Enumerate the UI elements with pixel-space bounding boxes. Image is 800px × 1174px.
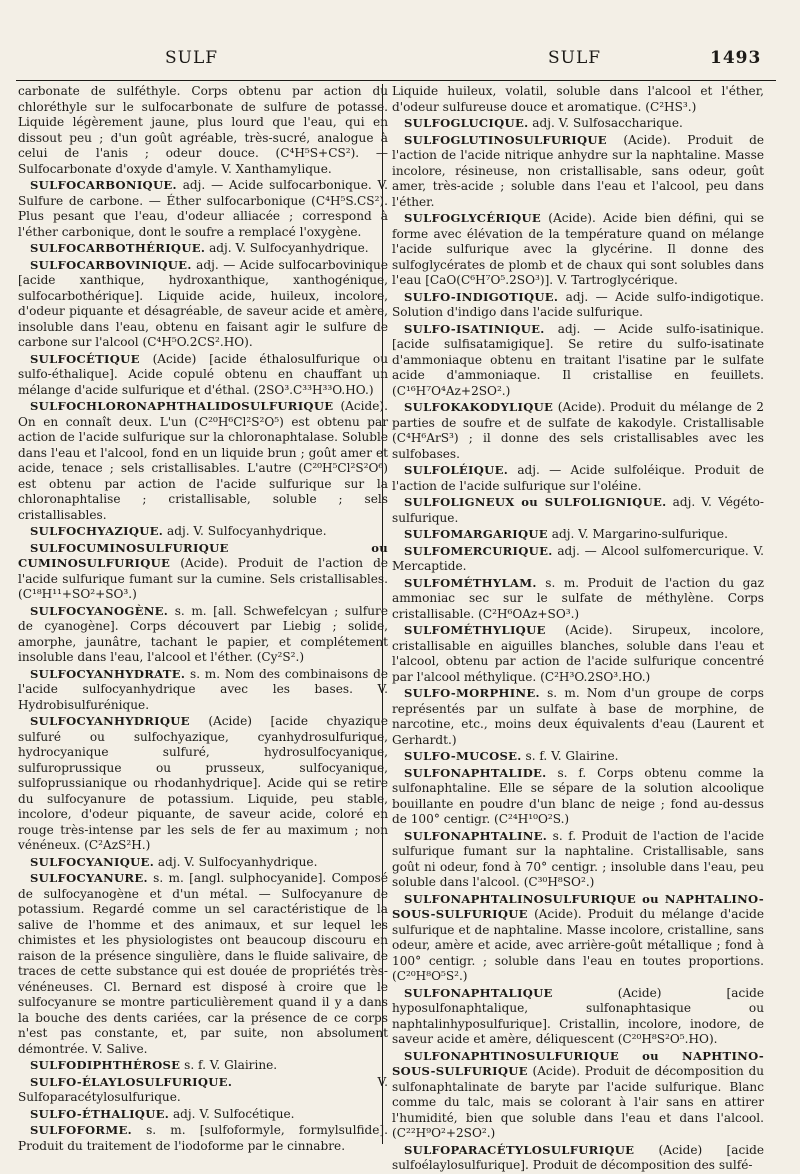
dictionary-entry xyxy=(392,400,764,462)
entry-headword: SULFO-ISATINIQUE. xyxy=(404,321,545,336)
entry-text: adj. — Acide sulfocarbonique. V. Sulfure de carbone. — Éther sulfocarbonique (C⁴H⁵S.CS²). Plus pesant que l'eau, d'odeur alliacée ; correspond à l'éther carbonique, dont le soufre a remplacé l'oxygène. xyxy=(18,178,388,239)
running-head-left: SULF xyxy=(165,48,219,68)
entry-text: adj. — Acide sulfo-isatinique. [acide sulfisatamigique]. Se retire du sulfo-isatinate d'ammoniaque obtenu en traitant l'isatine par le sulfate acide d'ammoniaque. Il cristallise en feuillets. (C¹⁶H⁷O⁴Az+2SO².) xyxy=(392,321,764,398)
entry-text: s. f. V. Glairine. xyxy=(525,749,619,763)
dictionary-entry xyxy=(18,871,388,1057)
entry-headword: SULFOCYANOGÈNE. xyxy=(30,603,169,618)
dictionary-entry xyxy=(18,84,388,177)
entry-text: adj. — Acide sulfoléique. Produit de l'action de l'acide sulfurique sur l'oléine. xyxy=(392,463,764,493)
dictionary-entry xyxy=(392,986,764,1048)
dictionary-entry xyxy=(18,1107,388,1123)
dictionary-entry xyxy=(392,749,764,765)
entry-headword: SULFOCÉTIQUE xyxy=(30,351,140,366)
entry-text: (Acide) [acide sulfoélaylosulfurique]. Produit de décomposition des sulfé- xyxy=(392,1142,764,1172)
entry-headword: SULFO-MORPHINE. xyxy=(404,686,540,700)
dictionary-entry xyxy=(18,1123,388,1154)
entry-text: s. m. [sulfoformyle, formylsulfide]. Produit du traitement de l'iodoforme par le cinnabre. xyxy=(18,1123,388,1153)
entry-text: Liquide huileux, volatil, soluble dans l'alcool et l'éther, d'odeur sulfureuse douce et aromatique. (C²HS³.) xyxy=(392,84,764,114)
entry-text: s. m. Nom d'un groupe de corps représentés par un sulfate à base de morphine, de narcotine, etc., moins deux équivalents d'eau (Laurent et Gerhardt.) xyxy=(392,686,764,747)
entry-text: s. f. Corps obtenu comme la sulfonaphtaline. Elle se sépare de la solution alcoolique bouillante en poudre d'un blanc de neige ; fond au-dessus de 100° centigr. (C²⁴H¹⁰O²S.) xyxy=(392,765,764,826)
dictionary-entry xyxy=(392,133,764,211)
dictionary-entry xyxy=(18,399,388,523)
entry-text: adj. — Acide sulfocarbovinique [acide xanthique, hydroxanthique, xanthogénique, sulfocarbothérique]. Liquide acide, huileux, incolore, d'odeur piquante et désagréable, de saveur acide et amère, insoluble dans l'eau, obtenu en faisant agir le sulfure de carbone sur l'alcool (C⁴H⁵O.2CS².HO). xyxy=(18,257,388,349)
dictionary-entry xyxy=(18,541,388,603)
entry-headword: SULFOCARBONIQUE. xyxy=(30,178,177,192)
entry-headword: SULFOPARACÉTYLOSULFURIQUE xyxy=(404,1142,635,1157)
dictionary-entry xyxy=(392,463,764,494)
entry-headword: SULFOCYANHYDRATE. xyxy=(30,666,186,681)
dictionary-entry xyxy=(18,524,388,540)
column-divider xyxy=(382,84,383,1144)
entry-text: (Acide) [acide éthalosulfurique ou sulfo-éthalique]. Acide copulé obtenu en chauffant un mélange d'acide sulfurique et d'éthal. (2SO³.C³³H³³O.HO.) xyxy=(18,351,388,397)
dictionary-entry xyxy=(392,527,764,543)
entry-text: adj. V. Margarino-sulfurique. xyxy=(551,527,728,541)
entry-headword: SULFOCYANIQUE. xyxy=(30,854,155,869)
dictionary-entry xyxy=(18,855,388,871)
entry-text: adj. V. Sulfosaccharique. xyxy=(532,116,683,130)
entry-headword: SULFOMÉTHYLIQUE xyxy=(404,623,546,637)
dictionary-entry xyxy=(18,352,388,399)
dictionary-entry xyxy=(392,1049,764,1142)
dictionary-entry xyxy=(392,892,764,985)
dictionary-entry xyxy=(18,241,388,257)
entry-text: s. m. Produit de l'action du gaz ammoniac sec sur le sulfate de méthylène. Corps cristallisable. (C²H⁶OAz+SO³.) xyxy=(392,575,764,621)
dictionary-entry xyxy=(392,766,764,828)
dictionary-entry xyxy=(392,623,764,685)
dictionary-entry xyxy=(392,576,764,623)
entry-text: s. f. V. Glairine. xyxy=(184,1058,278,1072)
entry-headword: SULFONAPHTALINOSULFURIQUE ou NAPHTALINO-SOUS-SULFURIQUE xyxy=(392,891,764,921)
entry-headword: SULFODIPHTHÉROSE xyxy=(30,1058,181,1072)
entry-headword: SULFOLIGNEUX ou SULFOLIGNIQUE. xyxy=(404,495,667,509)
dictionary-entry xyxy=(392,211,764,289)
entry-headword: SULFO-ÉTHALIQUE. xyxy=(30,1106,170,1121)
entry-headword: SULFONAPHTALINE. xyxy=(404,828,548,843)
entry-text: s. m. Nom des combinaisons de l'acide sulfocyanhydrique avec les bases. V. Hydrobisulfurénique. xyxy=(18,666,388,712)
entry-text: (Acide). Sirupeux, incolore, cristallisable en aiguilles blanches, soluble dans l'eau et l'alcool, obtenu par action de l'acide sulfurique concentré par l'alcool méthylique. (C²H³O.2SO³.HO.) xyxy=(392,623,764,684)
entry-headword: SULFOMARGARIQUE xyxy=(404,527,548,541)
running-head-right: SULF xyxy=(548,48,602,68)
page-number: 1493 xyxy=(710,48,762,68)
dictionary-entry xyxy=(18,667,388,714)
entry-text: s. f. Produit de l'action de l'acide sulfurique fumant sur la naphtaline. Cristallisable, sans goût ni odeur, fond à 70° centigr. ; insoluble dans l'eau, peu soluble dans l'alcool. (C³⁰H⁸SO².) xyxy=(392,828,764,889)
dictionary-entry xyxy=(18,604,388,666)
entry-text: (Acide). Produit de décomposition du sulfonaphtalinate de baryte par l'acide sulfurique. Blanc comme du talc, mais se colorant à l'air sans en attirer l'humidité, bien que soluble dans l'eau et dans l'alcool. (C²²H⁹O²+2SO².) xyxy=(392,1064,764,1140)
entry-headword: SULFOGLUTINOSULFURIQUE xyxy=(404,132,607,147)
entry-text: (Acide) [acide chyazique sulfuré ou sulfochyazique, cyanhydrosulfurique, hydrocyanique sulfuré, hydrosulfocyanique, sulfuroprussique ou prusseux, sulfocyanique, sulfoprussianique ou rhodanhydrique]. Acide qui se retire du sulfocyanure de potassium. Liquide, peu stable, incolore, d'odeur piquante, de saveur acide, coloré en rouge très-intense par les sels de fer au maximum ; non vénéneux. (C²AzS²H.) xyxy=(18,714,388,852)
dictionary-entry xyxy=(392,686,764,748)
entry-text: adj. — Alcool sulfomercurique. V. Mercaptide. xyxy=(392,543,764,573)
dictionary-entry xyxy=(392,495,764,526)
entry-text: adj. V. Végéto-sulfurique. xyxy=(392,495,764,525)
dictionary-entry xyxy=(392,84,764,115)
right-column xyxy=(392,84,764,1172)
dictionary-entry xyxy=(18,258,388,351)
entry-headword: SULFOMERCURIQUE. xyxy=(404,543,553,558)
entry-headword: SULFOKAKODYLIQUE xyxy=(404,400,554,414)
dictionary-entry xyxy=(392,116,764,132)
entry-headword: SULFOGLYCÉRIQUE xyxy=(404,211,542,225)
entry-text: (Acide) [acide hyposulfonaphtalique, sulfonaphtasique ou naphtalinhyposulfurique]. Cristallin, incolore, inodore, de saveur acide et amère, déliquescent (C²⁰H⁸S²O⁵.HO). xyxy=(392,985,764,1046)
entry-text: adj. — Acide sulfo-indigotique. Solution d'indigo dans l'acide sulfurique. xyxy=(392,289,764,319)
entry-text: adj. V. Sulfocyanhydrique. xyxy=(167,524,327,538)
entry-text: V. Sulfoparacétylosulfurique. xyxy=(18,1074,388,1104)
entry-headword: SULFOCHLORONAPHTHALIDOSULFURIQUE xyxy=(30,399,334,413)
entry-text: s. m. [angl. sulphocyanide]. Composé de sulfocyanogène et d'un métal. — Sulfocyanure de potassium. Regardé comme un sel caractéristique de la salive de l'homme et des animaux, et sur lequel les chimistes et les physiologistes ont beaucoup discouru en raison de la présence singulière, dans le fluide salivaire, de traces de cette substance qui est douée de propriétés très-vénéneuses. Cl. Bernard est disposé à croire que le sulfocyanure se montre particulièrement quand il y a dans la bouche des dents cariées, car la présence de ce corps n'est pas constante, et, par suite, non absolument démontrée. V. Salive. xyxy=(18,871,388,1056)
dictionary-entry xyxy=(18,1058,388,1074)
entry-headword: SULFO-MUCOSE. xyxy=(404,749,522,763)
entry-headword: SULFO-INDIGOTIQUE. xyxy=(404,289,559,304)
entry-text: (Acide). Produit du mélange de 2 parties de soufre et de sulfate de kakodyle. Cristallisable (C⁴H⁶ArS³) ; il donne des sels cristallisables avec les sulfobases. xyxy=(392,400,764,461)
entry-text: adj. V. Sulfocétique. xyxy=(172,1106,295,1121)
left-column xyxy=(18,84,388,1154)
entry-headword: SULFOCARBOTHÉRIQUE. xyxy=(30,241,206,255)
dictionary-entry xyxy=(18,178,388,240)
entry-headword: SULFOLÉIQUE. xyxy=(404,463,509,477)
entry-text: adj. V. Sulfocyanhydrique. xyxy=(209,241,369,255)
dictionary-entry xyxy=(392,1143,764,1174)
entry-headword: SULFOCHYAZIQUE. xyxy=(30,524,164,538)
entry-text: carbonate de sulféthyle. Corps obtenu par action du chloréthyle sur le sulfocarbonate de sulfure de potasse. Liquide légèrement jaune, plus lourd que l'eau, qui en dissout peu ; d'un goût agréable, très-sucré, analogue à celui de l'anis ; odeur douce. (C⁴H⁵S+CS²). — Sulfocarbonate d'oxyde d'amyle. V. Xanthamylique. xyxy=(18,84,388,176)
dictionary-entry xyxy=(392,322,764,400)
entry-text: (Acide). Produit de l'action de l'acide nitrique anhydre sur la naphtaline. Masse incolore, résineuse, non cristallisable, sans odeur, goût amer, très-acide ; soluble dans l'eau et l'alcool, peu dans l'éther. xyxy=(392,132,764,209)
entry-text: adj. V. Sulfocyanhydrique. xyxy=(157,854,318,869)
entry-headword: SULFOCYANHYDRIQUE xyxy=(30,714,190,728)
entry-headword: SULFONAPHTALIDE. xyxy=(404,765,547,780)
entry-text: (Acide). Acide bien défini, qui se forme avec élévation de la température quand on mélange l'acide sulfurique avec la glycérine. Il donne des sulfoglycérates de plomb et de chaux qui sont solubles dans l'eau [CaO(C⁶H⁷O⁵.2SO³)]. V. Tartroglycérique. xyxy=(392,211,764,287)
dictionary-entry xyxy=(18,1075,388,1106)
entry-headword: SULFOGLUCIQUE. xyxy=(404,116,529,130)
dictionary-entry xyxy=(392,544,764,575)
entry-text: (Acide). Produit du mélange d'acide sulfurique et de naphtaline. Masse incolore, cristalline, sans odeur, amère et acide, avec arrière-goût métallique ; fond à 100° centigr. ; soluble dans l'eau en toutes proportions. (C²⁰H⁸O⁵S².) xyxy=(392,907,764,983)
entry-text: s. m. [all. Schwefelcyan ; sulfure de cyanogène]. Corps découvert par Liebig ; solide, amorphe, jaunâtre, tachant le papier, et complétement insoluble dans l'eau, l'alcool et l'éther. (Cy²S².) xyxy=(18,603,388,664)
entry-headword: SULFOCYANURE. xyxy=(30,871,148,885)
entry-headword: SULFO-ÉLAYLOSULFURIQUE. xyxy=(30,1074,233,1089)
entry-headword: SULFOCARBOVINIQUE. xyxy=(30,257,192,272)
entry-headword: SULFOFORME. xyxy=(30,1123,132,1137)
header-rule xyxy=(16,80,776,81)
entry-headword: SULFOMÉTHYLAM. xyxy=(404,575,537,590)
dictionary-entry xyxy=(392,829,764,891)
entry-headword: SULFONAPHTINOSULFURIQUE ou NAPHTINO-SOUS-SULFURIQUE xyxy=(392,1048,764,1078)
dictionary-entry xyxy=(18,714,388,854)
entry-headword: SULFOCUMINOSULFURIQUE ou CUMINOSULFURIQUE xyxy=(18,540,388,570)
entry-text: (Acide). Produit de l'action de l'acide sulfurique fumant sur la cumine. Sels cristallisables. (C¹⁸H¹¹+SO²+SO³.) xyxy=(18,556,388,601)
dictionary-entry xyxy=(392,290,764,321)
entry-text: (Acide). On en connaît deux. L'un (C²⁰H⁶Cl²S²O⁵) est obtenu par action de l'acide sulfurique sur la chloronaphtalase. Soluble dans l'eau et l'alcool, fond en un liquide brun ; goût amer et acide, tenace ; sels cristallisables. L'autre (C²⁰H⁵Cl²S²O⁶) est obtenu par action de l'acide sulfurique sur la chloronaphtalise ; cristallisable, soluble ; sels cristallisables. xyxy=(18,399,388,522)
entry-headword: SULFONAPHTALIQUE xyxy=(404,985,553,1000)
